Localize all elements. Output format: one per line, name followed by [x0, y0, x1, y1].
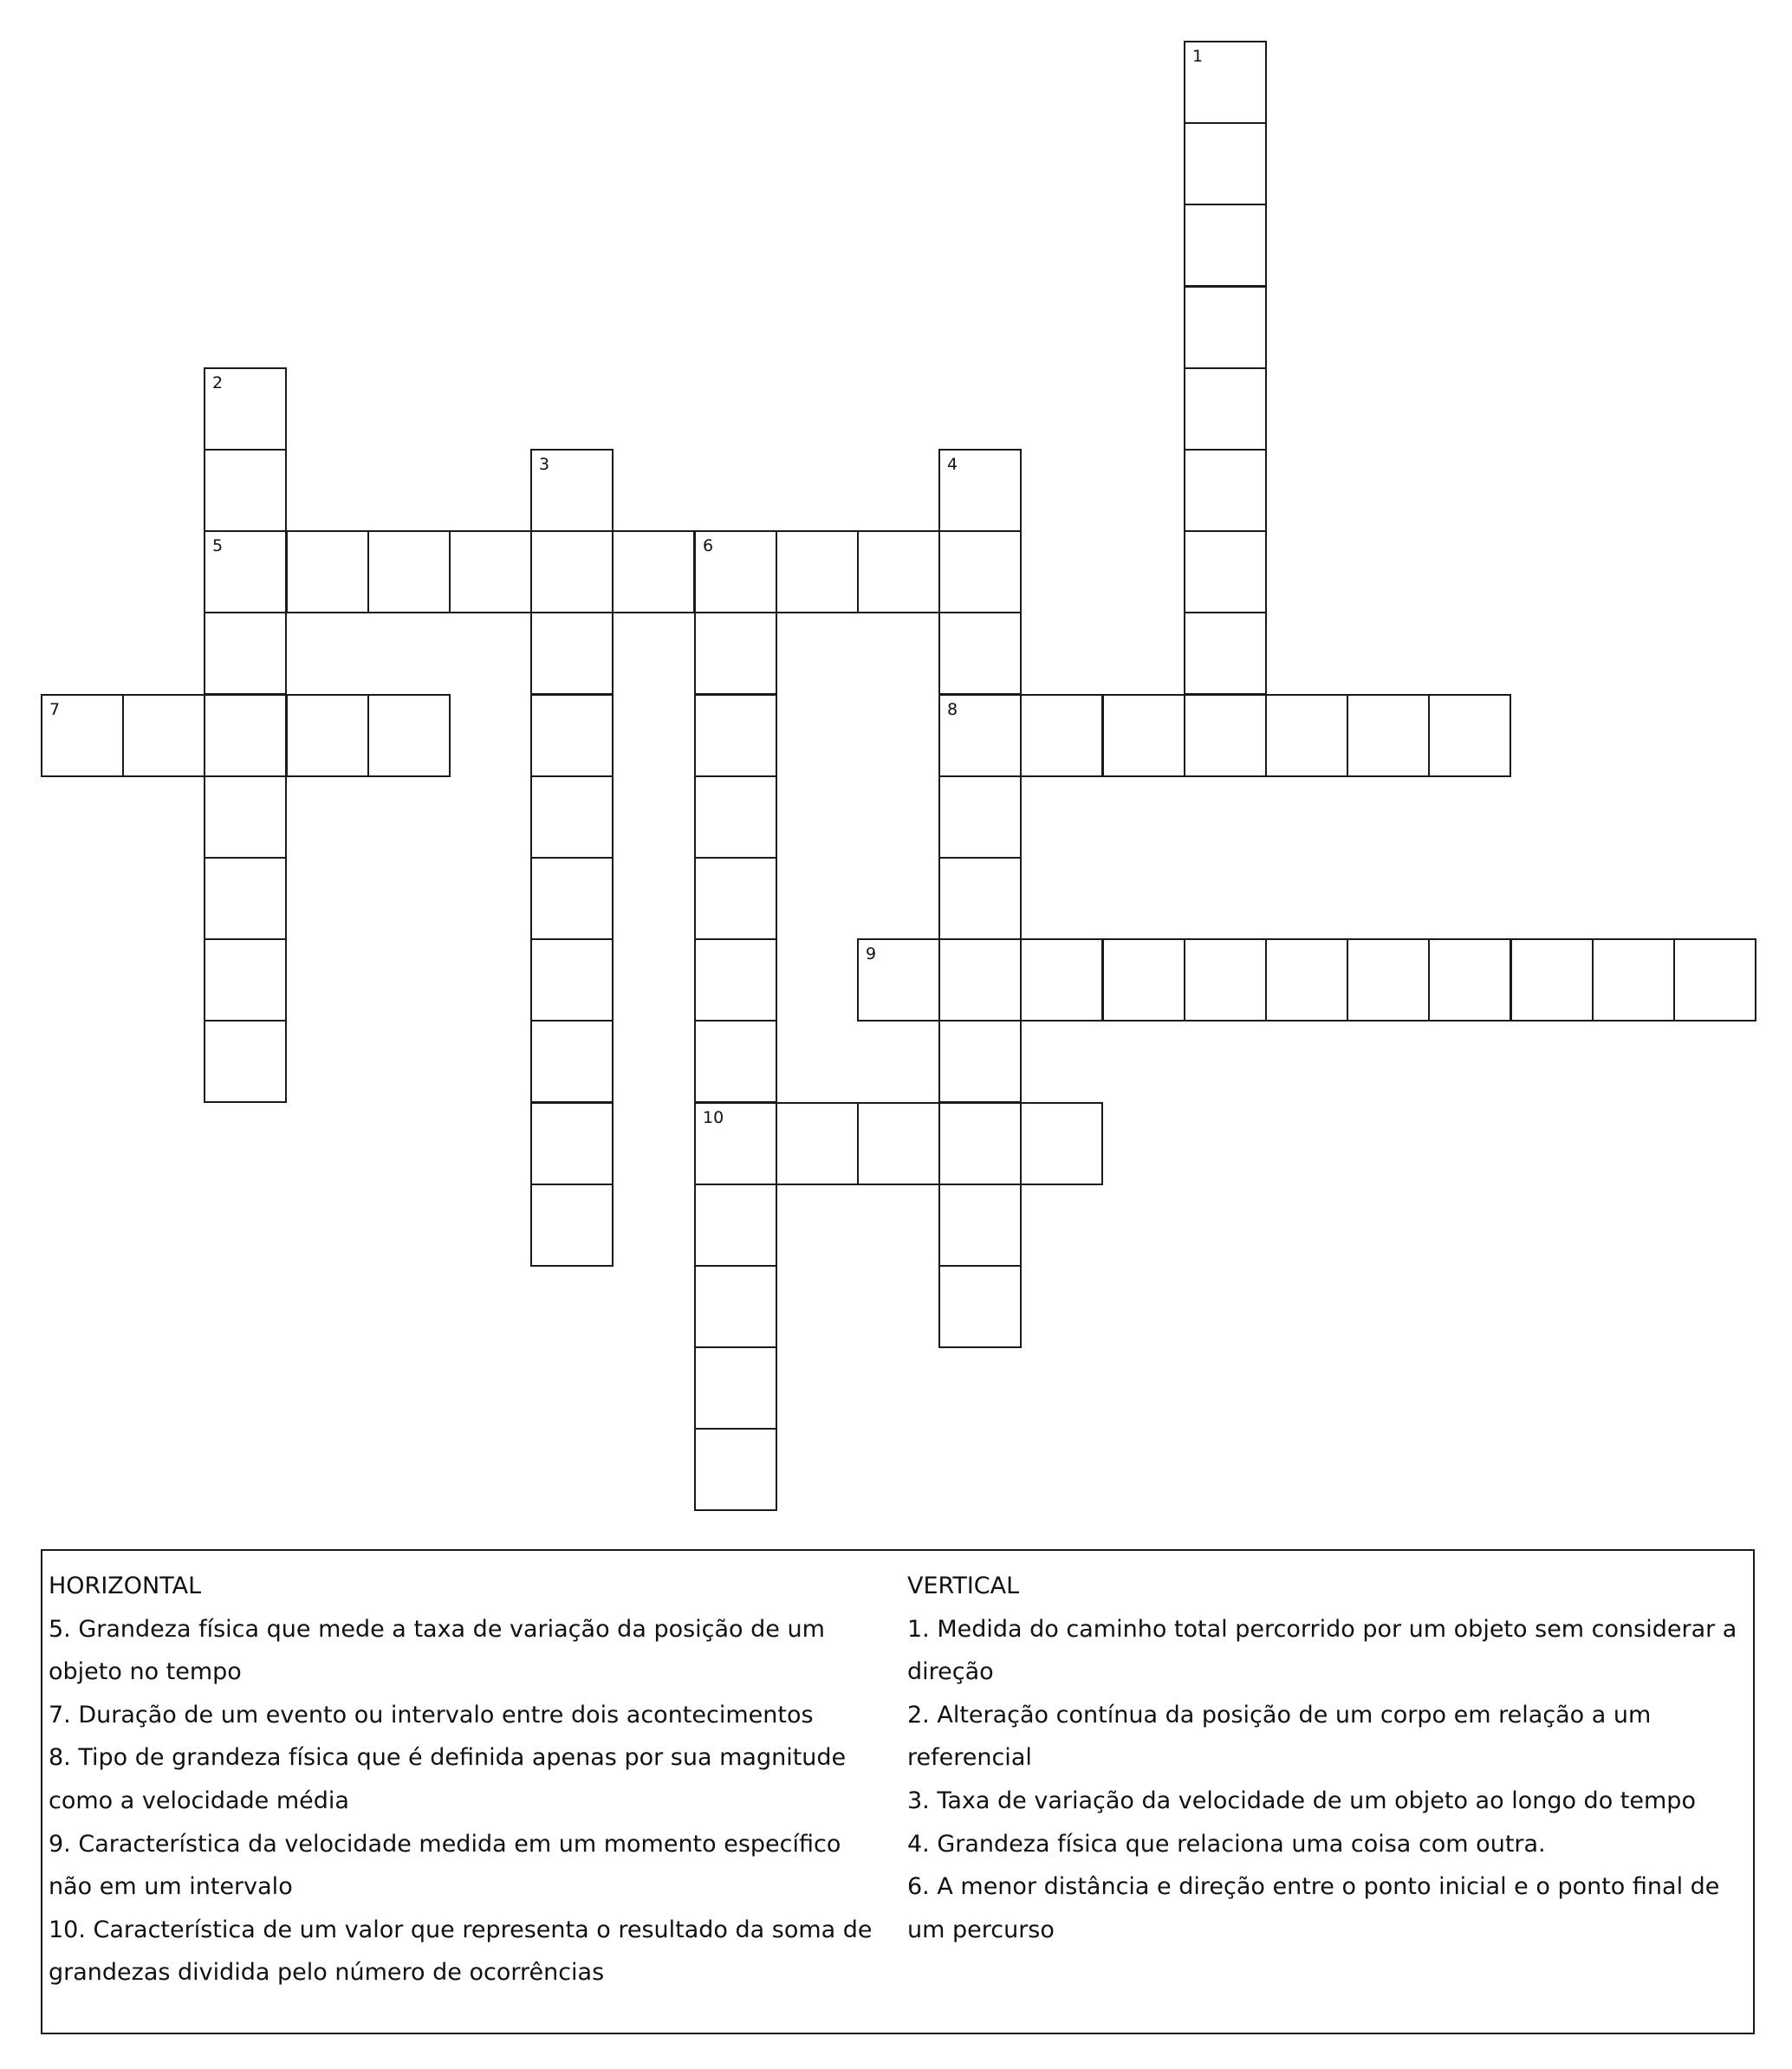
clue-across-5: 5. Grandeza física que mede a taxa de variação da posição de um objeto no tempo	[49, 1615, 825, 1686]
crossword-cell[interactable]	[530, 1020, 614, 1103]
clue-number: 8	[947, 700, 958, 719]
clue-across-9: 9. Característica da velocidade medida em um momento específico não em um intervalo	[49, 1830, 841, 1901]
clue-down-6: 6. A menor distância e direção entre o ponto inicial e o ponto final de um percurso	[907, 1873, 1720, 1943]
clue-number: 1	[1192, 47, 1204, 66]
horizontal-clues	[49, 1565, 887, 1994]
clue-across-8: 8. Tipo de grandeza física que é definida apenas por sua magnitude como a velocidade média	[49, 1744, 847, 1814]
clue-number: 9	[866, 944, 877, 963]
crossword-cell[interactable]	[612, 530, 695, 613]
crossword-cell[interactable]	[1184, 286, 1267, 369]
crossword-cell[interactable]	[938, 1020, 1022, 1103]
crossword-cell[interactable]	[449, 530, 532, 613]
crossword-cell[interactable]	[204, 694, 287, 777]
crossword-cell[interactable]	[694, 1428, 777, 1511]
clue-number: 2	[212, 373, 224, 392]
crossword-cell[interactable]	[1102, 694, 1185, 777]
crossword-cell[interactable]	[938, 1184, 1022, 1267]
crossword-cell[interactable]	[204, 449, 287, 532]
crossword-cell[interactable]	[1673, 938, 1756, 1022]
crossword-cell[interactable]	[530, 1102, 614, 1185]
crossword-cell[interactable]	[367, 530, 451, 613]
crossword-cell[interactable]	[694, 938, 777, 1022]
crossword-cell[interactable]	[938, 612, 1022, 695]
crossword-cell[interactable]	[286, 694, 369, 777]
crossword-cell[interactable]	[694, 1265, 777, 1348]
crossword-cell[interactable]	[1510, 938, 1594, 1022]
crossword-cell[interactable]	[1184, 122, 1267, 205]
crossword-cell[interactable]	[938, 530, 1022, 613]
crossword-cell[interactable]	[1428, 938, 1511, 1022]
crossword-cell[interactable]	[938, 1265, 1022, 1348]
clue-down-3: 3. Taxa de variação da velocidade de um objeto ao longo do tempo	[907, 1787, 1696, 1814]
crossword-cell[interactable]	[1184, 530, 1267, 613]
clue-number: 4	[947, 455, 958, 474]
crossword-cell[interactable]	[1184, 204, 1267, 287]
crossword-cell[interactable]	[938, 449, 1022, 532]
crossword-cell[interactable]	[857, 1102, 940, 1185]
crossword-cell[interactable]	[776, 1102, 859, 1185]
crossword-cell[interactable]	[122, 694, 205, 777]
crossword-cell[interactable]	[1184, 612, 1267, 695]
vertical-heading: VERTICAL	[907, 1573, 1020, 1599]
crossword-cell[interactable]	[530, 775, 614, 859]
vertical-clues	[907, 1565, 1746, 1951]
clue-across-10: 10. Característica de um valor que representa o resultado da soma de grandezas dividida pelo número de ocorrências	[49, 1916, 873, 1987]
clue-across-7: 7. Duração de um evento ou intervalo entre dois acontecimentos	[49, 1701, 814, 1728]
crossword-cell[interactable]	[204, 530, 287, 613]
crossword-cell[interactable]	[530, 1184, 614, 1267]
clue-number: 10	[703, 1108, 724, 1127]
crossword-cell[interactable]	[694, 530, 777, 613]
crossword-cell[interactable]	[530, 530, 614, 613]
crossword-cell[interactable]	[857, 938, 940, 1022]
crossword-cell[interactable]	[694, 694, 777, 777]
crossword-cell[interactable]	[204, 938, 287, 1022]
crossword-cell[interactable]	[1184, 449, 1267, 532]
clues-panel	[41, 1549, 1755, 2034]
crossword-cell[interactable]	[776, 530, 859, 613]
crossword-cell[interactable]	[938, 775, 1022, 859]
crossword-cell[interactable]	[694, 775, 777, 859]
crossword-cell[interactable]	[694, 1102, 777, 1185]
crossword-cell[interactable]	[1592, 938, 1675, 1022]
crossword-cell[interactable]	[1347, 938, 1430, 1022]
crossword-cell[interactable]	[204, 857, 287, 940]
crossword-cell[interactable]	[1184, 367, 1267, 451]
clue-down-1: 1. Medida do caminho total percorrido por um objeto sem considerar a direção	[907, 1615, 1737, 1686]
crossword-cell[interactable]	[1428, 694, 1511, 777]
crossword-cell[interactable]	[694, 1184, 777, 1267]
crossword-cell[interactable]	[204, 367, 287, 451]
crossword-cell[interactable]	[1347, 694, 1430, 777]
crossword-cell[interactable]	[938, 938, 1022, 1022]
crossword-cell[interactable]	[938, 694, 1022, 777]
crossword-cell[interactable]	[1184, 41, 1267, 124]
crossword-cell[interactable]	[938, 857, 1022, 940]
crossword-cell[interactable]	[204, 1020, 287, 1103]
clue-number: 3	[539, 455, 550, 474]
crossword-cell[interactable]	[1184, 938, 1267, 1022]
clue-number: 7	[49, 700, 61, 719]
crossword-cell[interactable]	[938, 1102, 1022, 1185]
horizontal-heading: HORIZONTAL	[49, 1573, 202, 1599]
crossword-cell[interactable]	[1265, 694, 1348, 777]
crossword-cell[interactable]	[367, 694, 451, 777]
crossword-cell[interactable]	[1020, 1102, 1103, 1185]
crossword-cell[interactable]	[41, 694, 124, 777]
crossword-cell[interactable]	[204, 612, 287, 695]
crossword-cell[interactable]	[1265, 938, 1348, 1022]
clue-number: 5	[212, 536, 224, 555]
crossword-cell[interactable]	[694, 1346, 777, 1430]
crossword-cell[interactable]	[694, 612, 777, 695]
crossword-cell[interactable]	[530, 612, 614, 695]
crossword-cell[interactable]	[1102, 938, 1185, 1022]
crossword-cell[interactable]	[530, 938, 614, 1022]
crossword-cell[interactable]	[1184, 694, 1267, 777]
crossword-cell[interactable]	[530, 857, 614, 940]
clue-down-2: 2. Alteração contínua da posição de um corpo em relação a um referencial	[907, 1701, 1652, 1772]
crossword-cell[interactable]	[530, 694, 614, 777]
clue-down-4: 4. Grandeza física que relaciona uma coisa com outra.	[907, 1830, 1546, 1858]
crossword-cell[interactable]	[530, 449, 614, 532]
clue-number: 6	[703, 536, 714, 555]
crossword-cell[interactable]	[286, 530, 369, 613]
crossword-cell[interactable]	[857, 530, 940, 613]
crossword-cell[interactable]	[1020, 694, 1103, 777]
crossword-cell[interactable]	[204, 775, 287, 859]
crossword-cell[interactable]	[1020, 938, 1103, 1022]
crossword-cell[interactable]	[694, 1020, 777, 1103]
crossword-cell[interactable]	[694, 857, 777, 940]
